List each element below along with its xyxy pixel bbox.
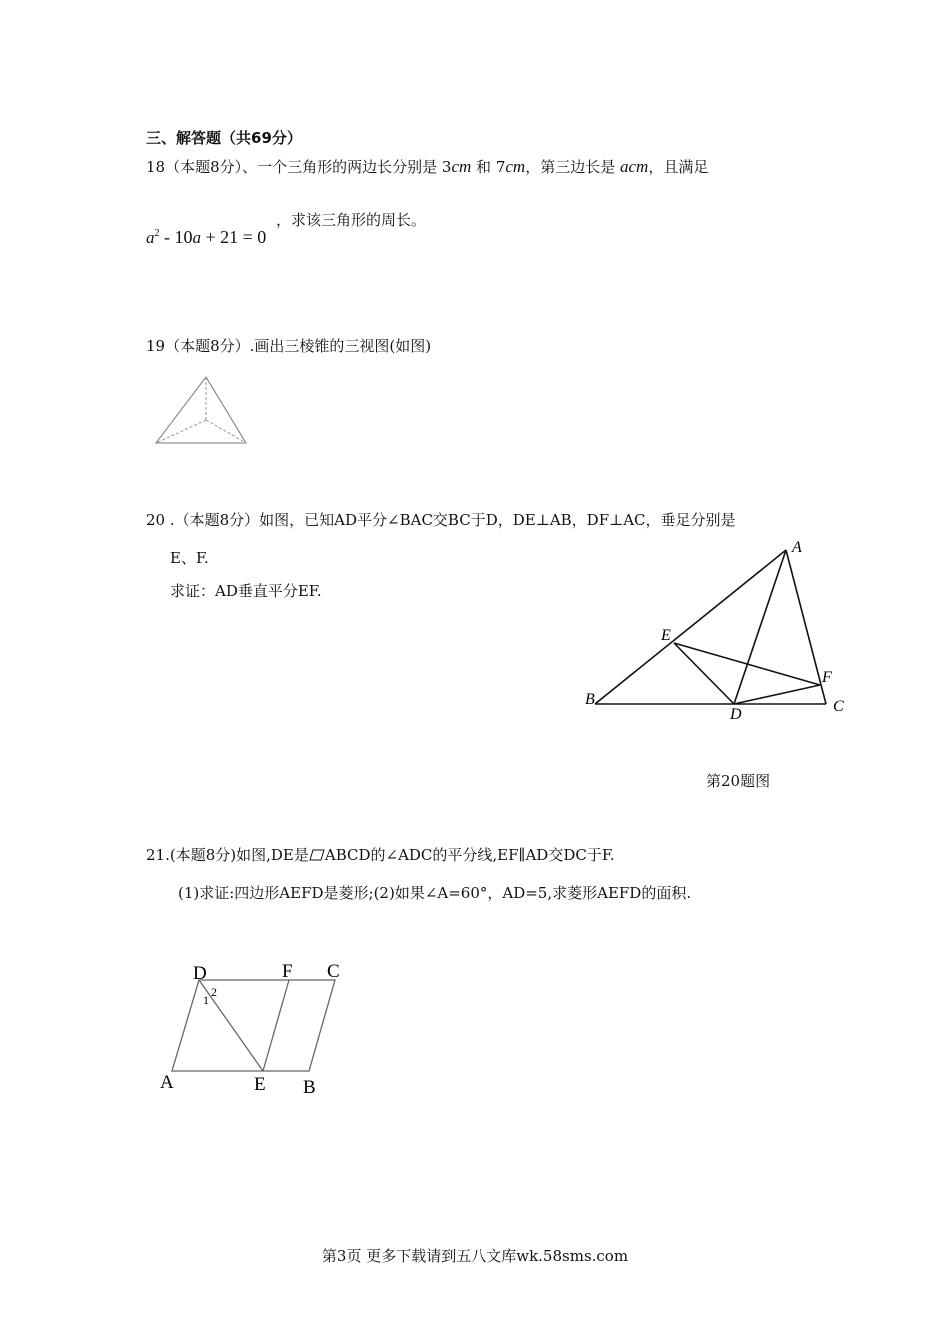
q21-label-c: C (327, 961, 340, 982)
q18-eq-mid: - 10 (159, 227, 193, 247)
q20-label-e: E (661, 627, 671, 644)
q20-label-c: C (833, 698, 844, 715)
q21-label-b: B (303, 1077, 316, 1098)
q18-var: acm (619, 157, 649, 176)
q21-label-a: A (160, 1072, 174, 1093)
q18-tail: ，求该三角形的周长。 (276, 211, 427, 229)
q21-line1-b: ABCD的∠ADC的平分线,EF∥AD交DC于F. (324, 846, 615, 864)
q19-text: 19（本题8分）.画出三棱锥的三视图(如图) (146, 337, 432, 355)
q18-equation (146, 224, 266, 248)
q21-label-d: D (193, 963, 207, 984)
q18-mid2: ，第三边长是 (525, 158, 620, 176)
q18-suffix: ，且满足 (648, 158, 709, 176)
q20-label-d: D (730, 706, 742, 723)
q20-caption: 第20题图 (706, 772, 771, 790)
q18-unit1: cm (451, 157, 472, 176)
page-footer: 第3页 更多下载请到五八文库wk.58sms.com (321, 1247, 629, 1265)
q20-label-b: B (585, 691, 595, 708)
q18-mid: 和 7 (471, 158, 506, 176)
q21-label-e: E (254, 1074, 266, 1095)
q20-line2: E、F. (170, 549, 209, 567)
q21-label-f: F (282, 961, 293, 982)
q21-line1 (146, 845, 615, 865)
q20-line3: 求证：AD垂直平分EF. (170, 582, 322, 600)
pyramid-figure (150, 372, 254, 450)
q20-line1: 20 .（本题8分）如图，已知AD平分∠BAC交BC于D，DE⊥AB，DF⊥AC，垂足分别是 (146, 511, 736, 529)
q18-unit2: cm (505, 157, 526, 176)
q18-eq-a: a (146, 228, 155, 247)
q21-label-angle-2: 2 (211, 985, 217, 999)
q20-triangle-figure (580, 535, 860, 725)
q18-line1 (146, 157, 708, 177)
q18-eq-sup: 2 (154, 228, 160, 239)
q21-line2: (1)求证:四边形AEFD是菱形;(2)如果∠A=60°，AD=5,求菱形AEFD的面积. (178, 884, 692, 902)
q20-label-a: A (792, 539, 802, 556)
section-title: 三、解答题（共69分） (146, 129, 302, 147)
q21-label-angle-1: 1 (203, 993, 209, 1007)
q18-eq-a2: a (192, 228, 201, 247)
q21-line1-a: 21.(本题8分)如图,DE是 (146, 846, 309, 864)
q21-parallelogram-figure (150, 955, 360, 1100)
q20-label-f: F (822, 669, 832, 686)
parallelogram-symbol-icon (309, 849, 325, 861)
q18-eq-end: + 21 = 0 (201, 227, 267, 247)
q18-prefix: 18（本题8分）、一个三角形的两边长分别是 3 (146, 158, 452, 176)
